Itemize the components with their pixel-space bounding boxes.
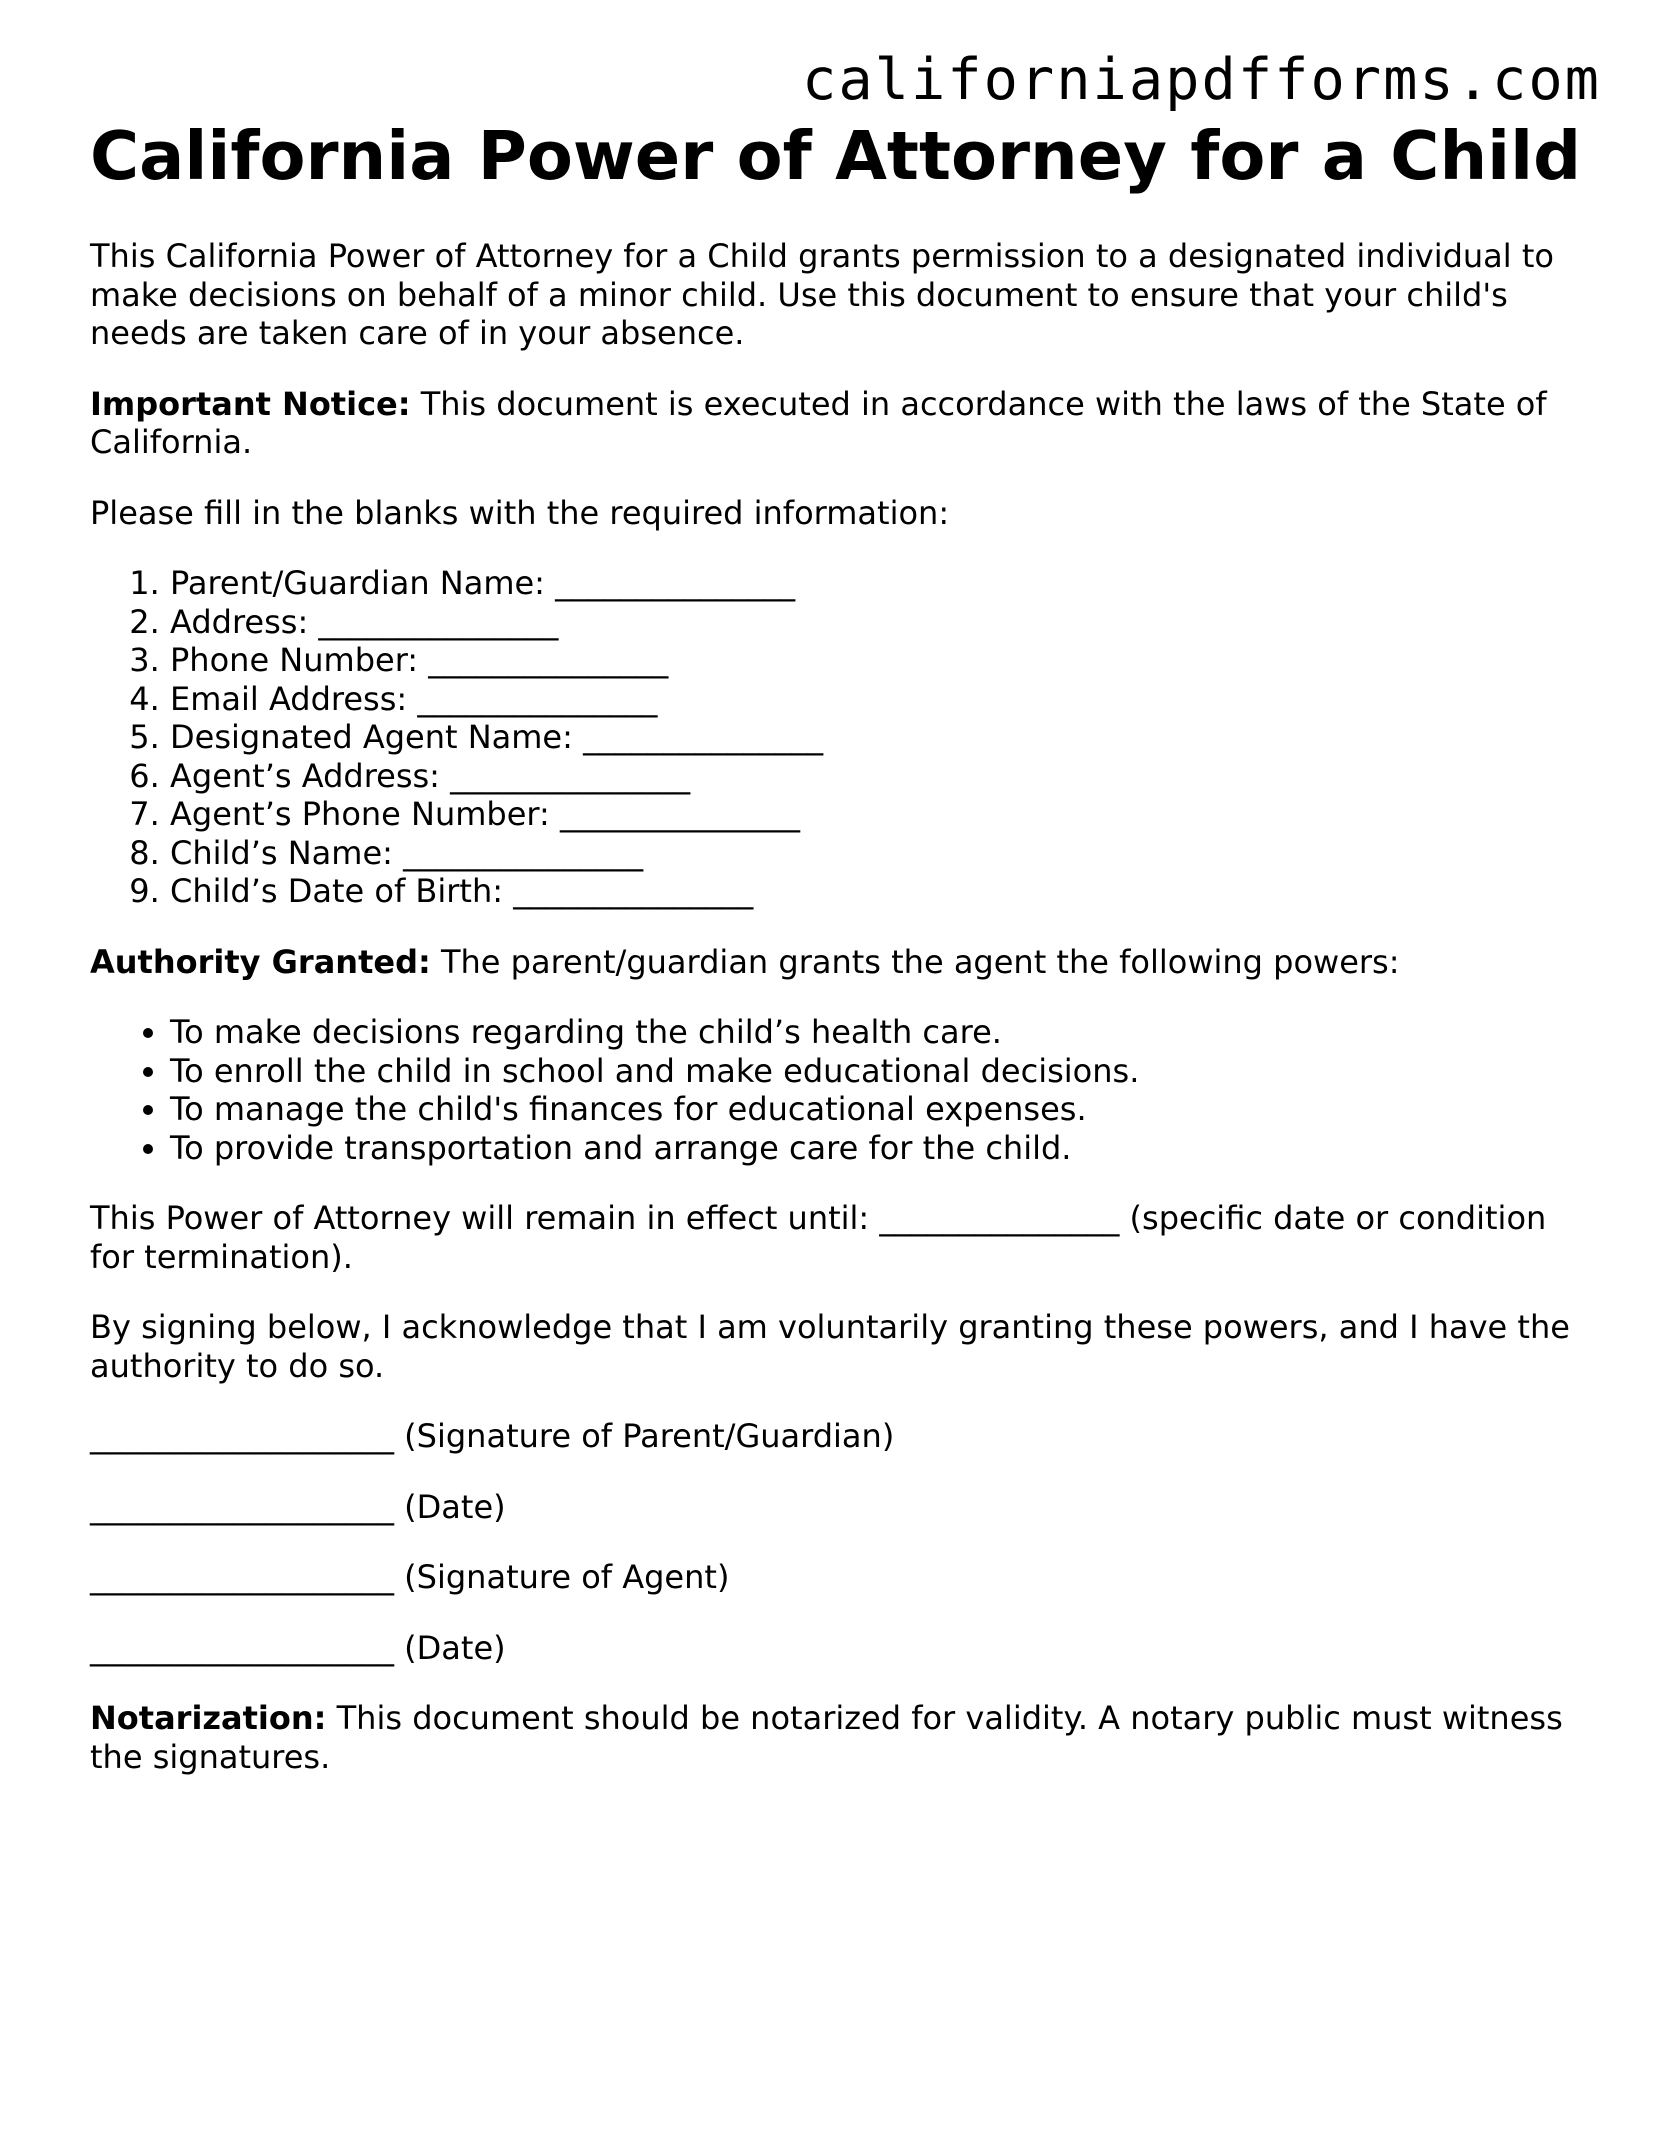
important-notice-label: Important Notice: bbox=[90, 384, 411, 423]
fields-list bbox=[90, 564, 1590, 911]
powers-list bbox=[90, 1013, 1590, 1167]
field-address: 2. Address: _______________ bbox=[170, 603, 1590, 642]
authority-granted bbox=[90, 943, 1590, 982]
field-agent-phone: 7. Agent’s Phone Number: _______________ bbox=[170, 795, 1590, 834]
document-title: California Power of Attorney for a Child bbox=[90, 117, 1582, 195]
signature-line-agent-date: ___________________ (Date) bbox=[90, 1628, 506, 1667]
document-page bbox=[90, 117, 1590, 1776]
field-phone-number: 3. Phone Number: _______________ bbox=[170, 641, 1590, 680]
field-agent-address: 6. Agent’s Address: _______________ bbox=[170, 757, 1590, 796]
signature-line-parent: ___________________ (Signature of Parent/Guardian) bbox=[90, 1417, 895, 1455]
effect-duration: This Power of Attorney will remain in effect until: _______________ (specific date or condition for termination). bbox=[90, 1199, 1547, 1276]
power-finances: • To manage the child's finances for educational expenses. bbox=[170, 1090, 1590, 1129]
field-child-dob: 9. Child’s Date of Birth: _______________ bbox=[170, 872, 1590, 911]
power-health-care: • To make decisions regarding the child’s health care. bbox=[170, 1013, 1590, 1052]
authority-text: The parent/guardian grants the agent the following powers: bbox=[430, 942, 1400, 981]
important-notice bbox=[90, 385, 1590, 462]
field-parent-name: 1. Parent/Guardian Name: _______________ bbox=[170, 564, 1590, 603]
notarization bbox=[90, 1699, 1590, 1776]
notarization-text: This document should be notarized for validity. A notary public must witness the signatures. bbox=[90, 1699, 1563, 1776]
important-notice-text: This document is executed in accordance with the laws of the State of California. bbox=[90, 384, 1547, 461]
notarization-label: Notarization: bbox=[90, 1699, 327, 1737]
signature-line-agent: ___________________ (Signature of Agent) bbox=[90, 1558, 730, 1596]
intro-paragraph: This California Power of Attorney for a Child grants permission to a designated individual to make decisions on behalf of a minor child. Use this document to ensure that your child's needs are taken care of in your absence. bbox=[90, 237, 1554, 352]
signature-line-parent-date: ___________________ (Date) bbox=[90, 1487, 506, 1526]
field-agent-name: 5. Designated Agent Name: _______________ bbox=[170, 718, 1590, 757]
watermark: californiapdfforms.com bbox=[802, 47, 1601, 113]
field-child-name: 8. Child’s Name: _______________ bbox=[170, 834, 1590, 873]
power-education: • To enroll the child in school and make educational decisions. bbox=[170, 1052, 1590, 1091]
fill-in-instruction: Please fill in the blanks with the required information: bbox=[90, 493, 950, 532]
field-email-address: 4. Email Address: _______________ bbox=[170, 680, 1590, 719]
power-transportation: • To provide transportation and arrange care for the child. bbox=[170, 1129, 1590, 1168]
acknowledgement: By signing below, I acknowledge that I am voluntarily granting these powers, and I have the authority to do so. bbox=[90, 1308, 1570, 1385]
authority-label: Authority Granted: bbox=[90, 942, 431, 981]
